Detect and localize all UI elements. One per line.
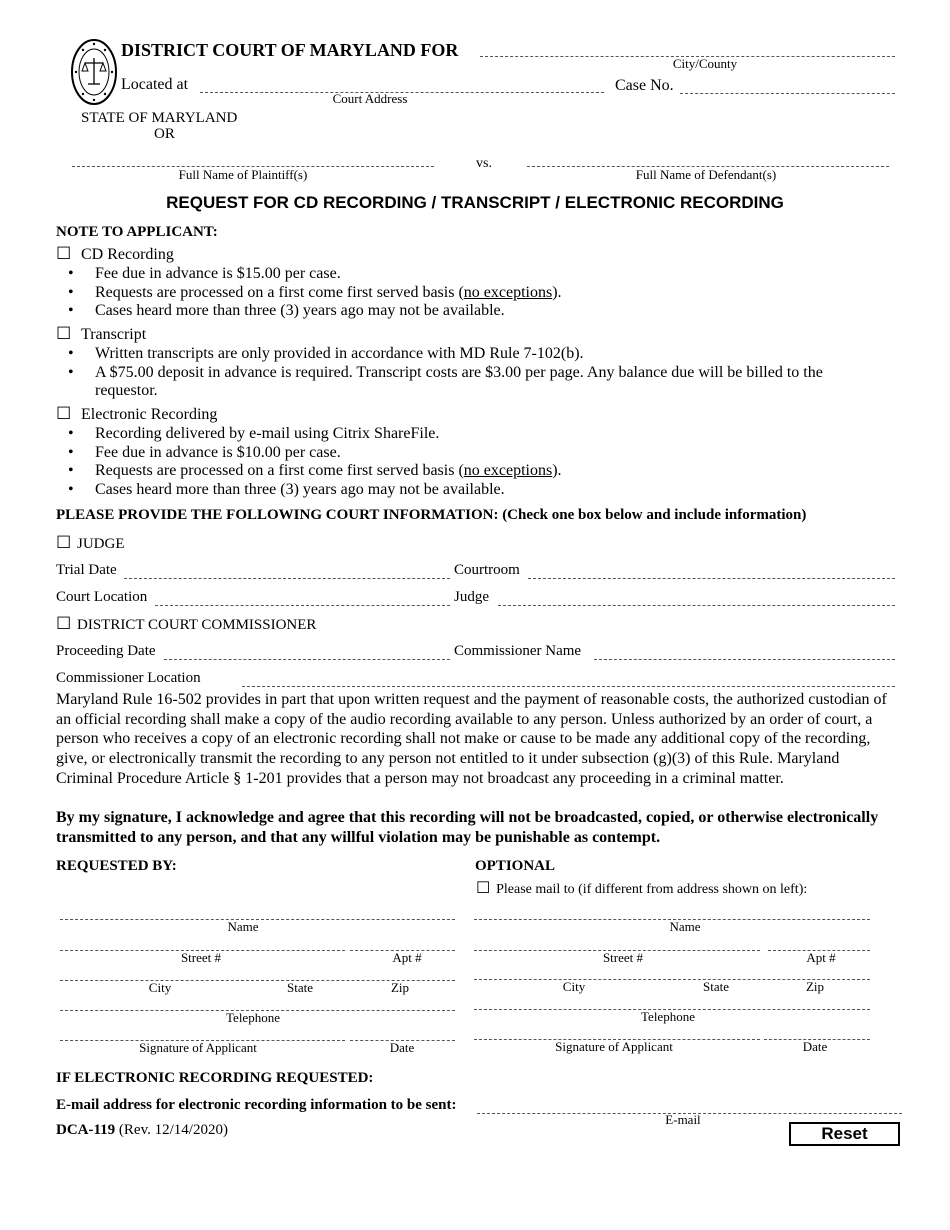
optional-heading: OPTIONAL: [475, 858, 556, 874]
optional-street-caption: Street #: [602, 950, 644, 965]
optional-date-caption: Date: [802, 1039, 828, 1054]
acknowledgement-text: By my signature, I acknowledge and agree that this recording will not be broadcasted, copied, or otherwise electronically transmitted to any person, and that any willful violation may be punishable as contempt.: [56, 809, 879, 846]
transcript-option[interactable]: [56, 324, 146, 344]
mail-option-checkbox[interactable]: ☐: [476, 880, 491, 897]
plaintiff-caption: Full Name of Plaintiff(s): [178, 167, 308, 182]
electronic-recording-bullets: [56, 425, 876, 499]
commissioner-location-label: Commissioner Location: [56, 670, 201, 686]
judge-option[interactable]: [56, 533, 125, 553]
commissioner-checkbox[interactable]: ☐: [56, 614, 72, 633]
court-location-label: Court Location: [56, 589, 148, 605]
city-county-field[interactable]: [480, 38, 895, 57]
form-number: DCA-119: [56, 1122, 116, 1138]
requested-apt-caption: Apt #: [392, 950, 422, 965]
trial-date-field[interactable]: [124, 560, 450, 579]
optional-name-caption: Name: [669, 919, 701, 934]
plaintiff-name-field[interactable]: [72, 148, 434, 167]
electronic-recording-label: Electronic Recording: [81, 406, 218, 423]
mail-option-label: Please mail to (if different from address shown on left):: [496, 882, 808, 897]
reset-button[interactable]: Reset: [789, 1122, 900, 1146]
electronic-heading: IF ELECTRONIC RECORDING REQUESTED:: [56, 1070, 374, 1086]
court-seal: [70, 38, 118, 106]
courtroom-field[interactable]: [528, 560, 895, 579]
form-id: [56, 1122, 228, 1139]
cd-recording-option[interactable]: [56, 244, 174, 264]
defendant-name-field[interactable]: [527, 148, 889, 167]
defendant-caption: Full Name of Defendant(s): [635, 167, 777, 182]
trial-date-label: Trial Date: [56, 562, 117, 578]
city-county-caption: City/County: [672, 56, 738, 71]
requested-telephone-caption: Telephone: [226, 1010, 280, 1025]
case-no-label: Case No.: [615, 77, 674, 94]
court-location-field[interactable]: [155, 587, 450, 606]
requested-name-caption: Name: [227, 919, 259, 934]
cd-recording-checkbox[interactable]: ☐: [56, 244, 72, 263]
case-no-field[interactable]: [680, 75, 895, 94]
requested-date-caption: Date: [389, 1040, 415, 1055]
email-caption: E-mail: [665, 1112, 701, 1127]
cd-recording-label: CD Recording: [81, 246, 174, 263]
proceeding-date-field[interactable]: [164, 641, 450, 660]
judge-option-label: JUDGE: [77, 536, 125, 552]
requested-state-caption: State: [287, 980, 313, 995]
court-info-heading: PLEASE PROVIDE THE FOLLOWING COURT INFORMATION: (Check one box below and include information): [56, 507, 807, 523]
email-label: E-mail address for electronic recording information to be sent:: [56, 1097, 457, 1113]
proceeding-date-label: Proceeding Date: [56, 643, 156, 659]
commissioner-option[interactable]: [56, 614, 316, 634]
list-item: • Cases heard more than three (3) years ago may not be available.: [56, 481, 876, 500]
rule-text: Maryland Rule 16-502 provides in part that upon written request and the payment of reasonable costs, the authorized custodian of an official recording shall make a copy of the audio recording available to any person. Unless authorized by an order of court, a person who receives a copy of an electronic recording shall not make or cause to be made any additional copy of the recording, give, or electronically transmit the recording to any person not entitled to it under subsection (g)(3) of this Rule. Maryland Criminal Procedure Article § 1-201 provides that a person may not broadcast any proceeding in a criminal matter.: [56, 691, 887, 787]
requested-signature-caption: Signature of Applicant: [139, 1040, 257, 1055]
form-title: REQUEST FOR CD RECORDING / TRANSCRIPT / ELECTRONIC RECORDING: [166, 193, 784, 212]
list-item: • Cases heard more than three (3) years ago may not be available.: [56, 302, 876, 321]
judge-label: Judge: [454, 589, 489, 605]
or-label: OR: [154, 126, 175, 142]
optional-zip-caption: Zip: [805, 979, 825, 994]
requested-street-caption: Street #: [180, 950, 222, 965]
list-item: • A $75.00 deposit in advance is required. Transcript costs are $3.00 per page. Any balance due will be billed to the requestor.: [56, 364, 856, 401]
optional-signature-caption: Signature of Applicant: [555, 1039, 673, 1054]
electronic-recording-option[interactable]: [56, 404, 217, 424]
electronic-recording-checkbox[interactable]: ☐: [56, 404, 72, 423]
transcript-checkbox[interactable]: ☐: [56, 324, 72, 343]
mail-option[interactable]: [476, 878, 807, 898]
requested-by-heading: REQUESTED BY:: [56, 858, 177, 874]
optional-apt-caption: Apt #: [806, 950, 836, 965]
list-item: • Fee due in advance is $15.00 per case.: [56, 265, 876, 284]
judge-name-field[interactable]: [498, 587, 895, 606]
list-item: • Recording delivered by e-mail using Citrix ShareFile.: [56, 425, 876, 444]
optional-telephone-caption: Telephone: [641, 1009, 695, 1024]
list-item: • Requests are processed on a first come first served basis (no exceptions).: [56, 462, 876, 481]
court-title: DISTRICT COURT OF MARYLAND FOR: [121, 40, 459, 60]
optional-state-caption: State: [703, 979, 729, 994]
transcript-bullets: [56, 345, 856, 401]
transcript-label: Transcript: [81, 326, 147, 343]
list-item: • Fee due in advance is $10.00 per case.: [56, 444, 876, 463]
courtroom-label: Courtroom: [454, 562, 520, 578]
commissioner-name-field[interactable]: [594, 641, 895, 660]
optional-city-caption: City: [562, 979, 586, 994]
commissioner-location-field[interactable]: [242, 668, 895, 687]
commissioner-name-label: Commissioner Name: [454, 643, 582, 659]
list-item: • Written transcripts are only provided in accordance with MD Rule 7-102(b).: [56, 345, 856, 364]
form-revision: (Rev. 12/14/2020): [118, 1122, 228, 1138]
requested-zip-caption: Zip: [390, 980, 410, 995]
note-heading: NOTE TO APPLICANT:: [56, 224, 218, 240]
list-item: • Requests are processed on a first come first served basis (no exceptions).: [56, 284, 876, 303]
requested-city-caption: City: [148, 980, 172, 995]
commissioner-option-label: DISTRICT COURT COMMISSIONER: [77, 617, 317, 633]
state-of-maryland: STATE OF MARYLAND: [81, 110, 238, 126]
located-at-label: Located at: [121, 76, 189, 93]
cd-recording-bullets: [56, 265, 876, 321]
vs-label: vs.: [476, 156, 492, 171]
judge-checkbox[interactable]: ☐: [56, 533, 72, 552]
court-address-caption: Court Address: [332, 91, 408, 106]
